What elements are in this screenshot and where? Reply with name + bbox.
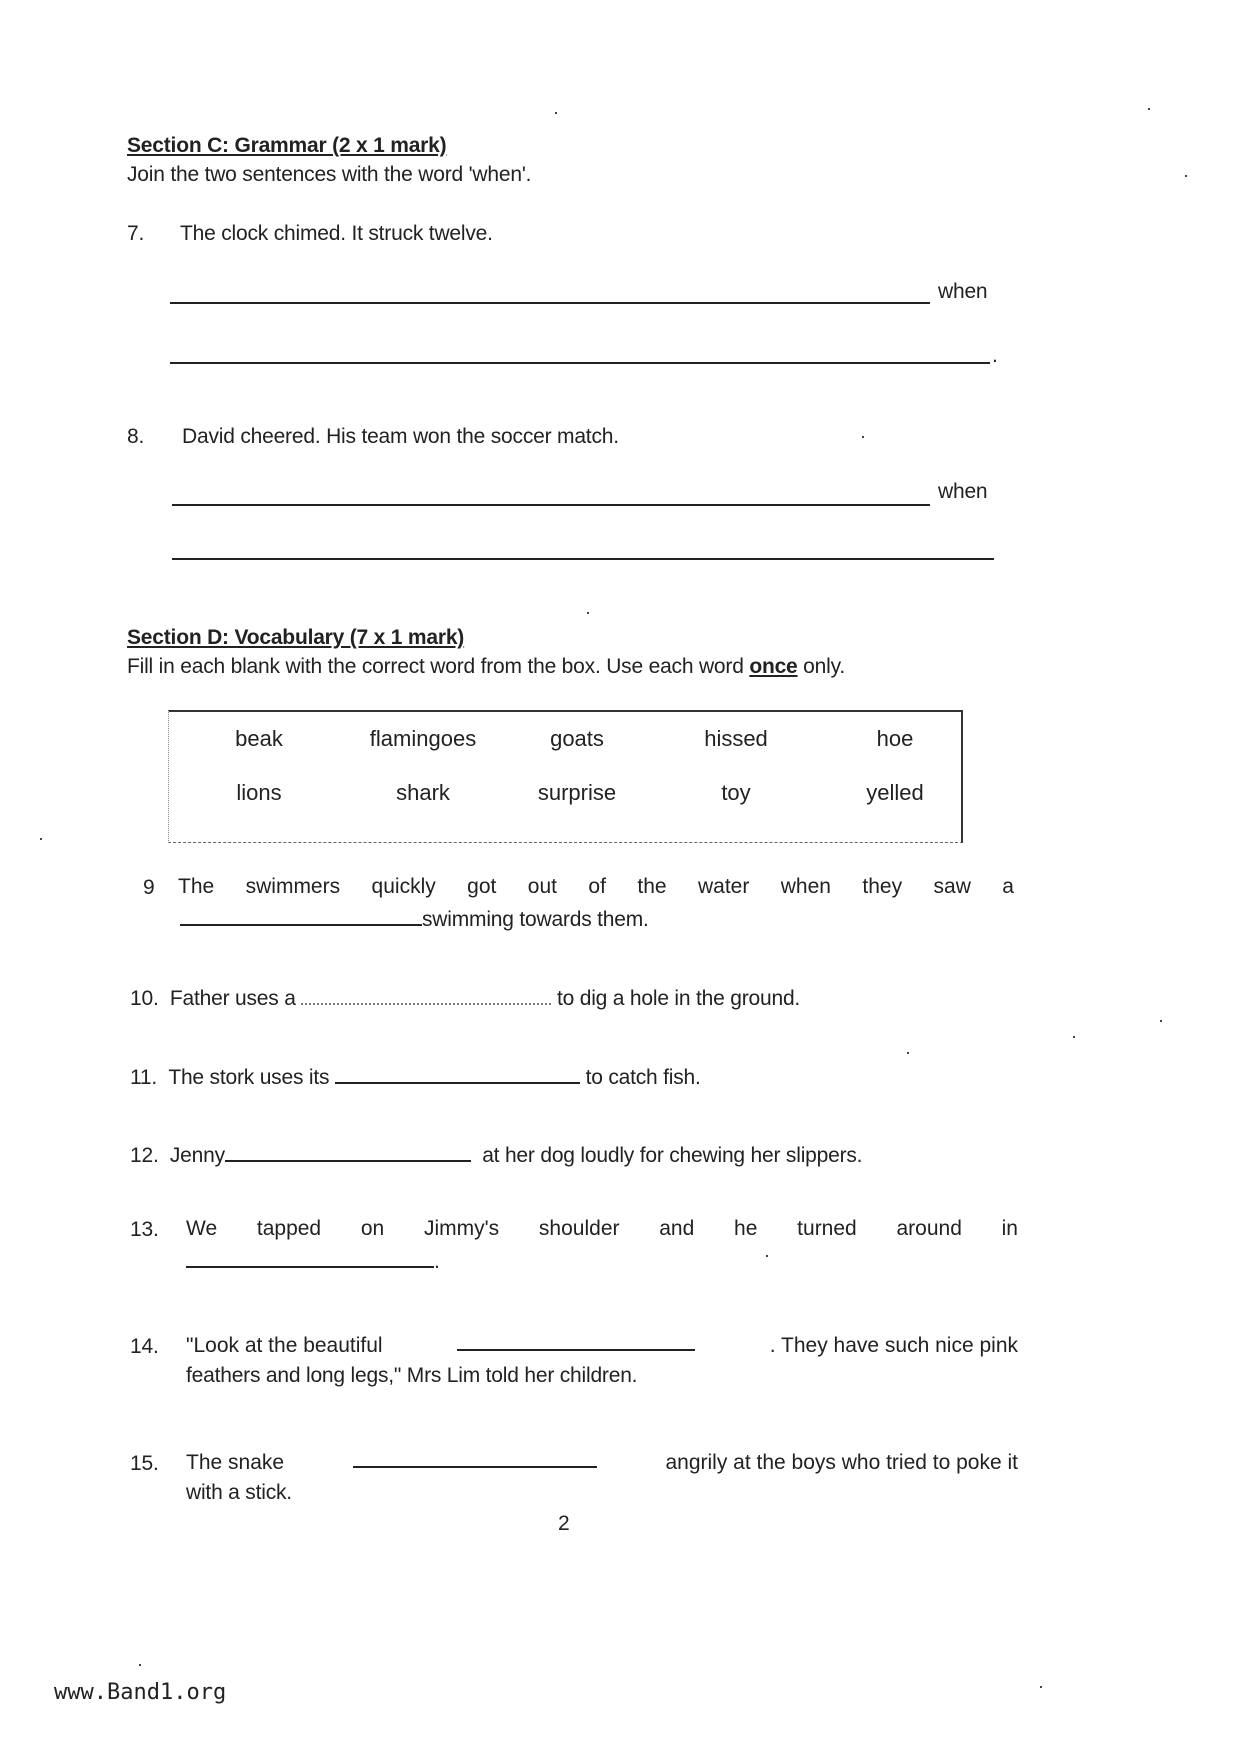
- question-9-after: swimming towards them.: [422, 908, 649, 931]
- question-14-number: 14.: [130, 1335, 159, 1358]
- question-15-line1: [186, 1448, 1018, 1477]
- question-15-before: The snake: [186, 1451, 285, 1474]
- question-12: [130, 1142, 862, 1168]
- question-15-number: 15.: [130, 1452, 159, 1475]
- scan-speck: [40, 838, 42, 840]
- question-7-number: 7.: [127, 222, 145, 245]
- scan-speck: [907, 1052, 909, 1054]
- question-7-answer-line-1[interactable]: [170, 302, 930, 304]
- question-11-number: 11.: [130, 1066, 158, 1089]
- question-11: [130, 1064, 701, 1090]
- question-11-before: The stork uses its: [168, 1066, 330, 1089]
- question-13-number: 13.: [130, 1218, 159, 1241]
- instruction-end: only.: [797, 655, 845, 678]
- question-8-number: 8.: [127, 425, 145, 448]
- scan-speck: [1185, 175, 1187, 177]
- section-c-instruction: Join the two sentences with the word 'when'.: [127, 163, 532, 186]
- page-number: 2: [558, 1512, 570, 1535]
- instruction-text: Fill in each blank with the correct word from the box. Use each word: [127, 655, 750, 678]
- question-11-blank[interactable]: [335, 1064, 580, 1084]
- question-10-after: to dig a hole in the ground.: [556, 987, 801, 1010]
- question-13-after: .: [434, 1250, 440, 1273]
- question-8-answer-line-2[interactable]: [172, 558, 994, 560]
- question-8-connector: when: [938, 480, 988, 503]
- question-7-answer-line-2[interactable]: [170, 362, 990, 364]
- word-box-item: toy: [721, 780, 751, 805]
- question-8-text: David cheered. His team won the soccer match.: [182, 425, 619, 448]
- question-10-blank[interactable]: [301, 985, 551, 1005]
- question-14-after: . They have such nice pink: [769, 1334, 1018, 1357]
- question-15-blank[interactable]: [353, 1448, 597, 1468]
- word-box-item: hoe: [876, 726, 914, 751]
- word-box-item: flamingoes: [369, 726, 477, 751]
- question-12-number: 12.: [130, 1144, 159, 1167]
- instruction-emphasis: once: [749, 655, 798, 678]
- scan-speck: [1160, 1020, 1162, 1022]
- word-box: [168, 710, 963, 843]
- scan-speck: [1073, 1036, 1075, 1038]
- question-15-after: angrily at the boys who tried to poke it: [665, 1451, 1018, 1474]
- question-14-line1: [186, 1331, 1018, 1360]
- question-9-line2: [180, 906, 649, 932]
- question-12-after: at her dog loudly for chewing her slippers.: [482, 1144, 863, 1167]
- question-13-blank[interactable]: [186, 1248, 434, 1268]
- scan-speck: [139, 1664, 141, 1666]
- word-box-item: lions: [236, 780, 282, 805]
- question-15-line2: with a stick.: [186, 1481, 292, 1504]
- scan-speck: [1148, 108, 1150, 110]
- section-c-heading: Section C: Grammar (2 x 1 mark): [127, 134, 447, 157]
- section-d-instruction: [127, 655, 845, 679]
- word-box-item: yelled: [866, 780, 924, 805]
- question-12-before: Jenny: [169, 1144, 225, 1167]
- scan-speck: [766, 1255, 768, 1257]
- word-box-item: beak: [235, 726, 283, 751]
- word-box-item: surprise: [537, 780, 617, 805]
- question-7-connector: when: [938, 280, 988, 303]
- question-9-text: The swimmers quickly got out of the water when they saw a: [178, 875, 1014, 898]
- scan-speck: [555, 112, 557, 114]
- question-13-line2: [186, 1248, 440, 1274]
- word-box-item: goats: [550, 726, 604, 751]
- question-14-line2: feathers and long legs," Mrs Lim told her children.: [186, 1364, 638, 1387]
- section-d-heading: Section D: Vocabulary (7 x 1 mark): [127, 626, 465, 649]
- question-7-text: The clock chimed. It struck twelve.: [180, 222, 493, 245]
- question-11-after: to catch fish.: [585, 1066, 701, 1089]
- question-10-before: Father uses a: [169, 987, 296, 1010]
- question-13-text: We tapped on Jimmy's shoulder and he turned around in: [186, 1217, 1018, 1240]
- question-9-number: 9: [143, 876, 155, 899]
- scan-speck: [1040, 1686, 1042, 1688]
- question-14-before: "Look at the beautiful: [186, 1334, 383, 1357]
- question-7-end: .: [992, 344, 998, 367]
- question-9-blank[interactable]: [180, 906, 422, 926]
- question-10: [130, 985, 800, 1011]
- scan-speck: [587, 612, 589, 614]
- word-box-item: shark: [396, 780, 450, 805]
- question-8-answer-line-1[interactable]: [172, 504, 930, 506]
- word-box-item: hissed: [704, 726, 768, 751]
- footer-website: www.Band1.org: [54, 1680, 227, 1705]
- scan-speck: [862, 436, 864, 438]
- question-12-blank[interactable]: [225, 1142, 471, 1162]
- question-14-blank[interactable]: [457, 1331, 695, 1351]
- question-10-number: 10.: [130, 987, 159, 1010]
